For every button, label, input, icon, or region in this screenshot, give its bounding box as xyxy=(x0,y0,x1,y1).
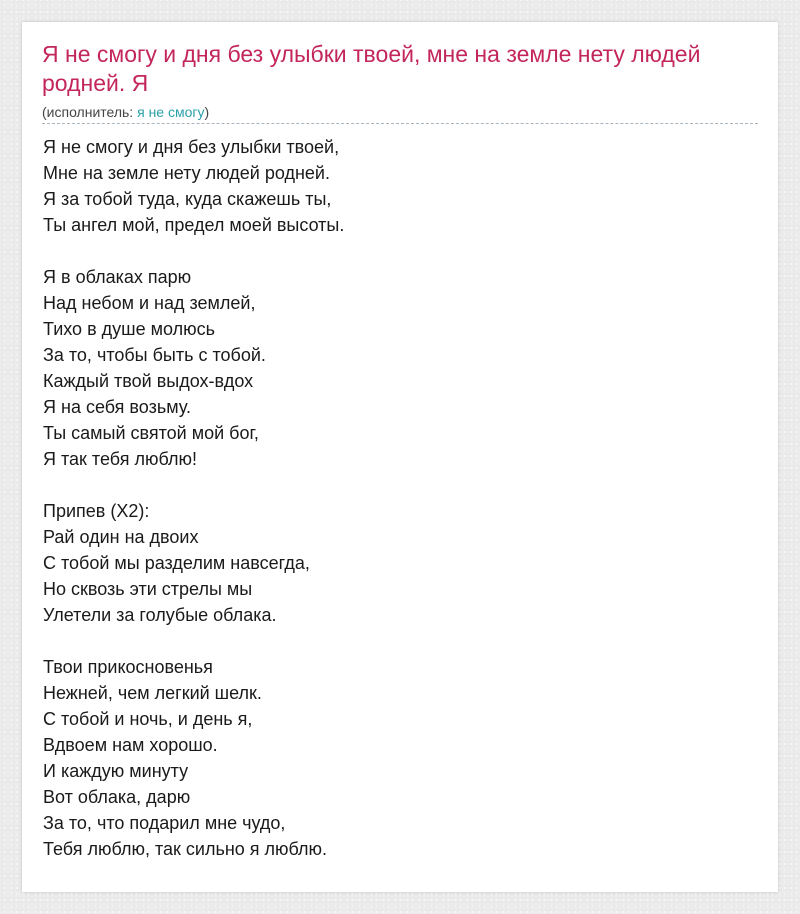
lyrics-blank-line xyxy=(43,472,743,498)
lyrics-line: Рай один на двоих xyxy=(43,527,199,547)
lyrics-line: Я за тобой туда, куда скажешь ты, xyxy=(43,189,332,209)
lyrics-line: Вдвоем нам хорошо. xyxy=(43,735,218,755)
lyrics-line: Улетели за голубые облака. xyxy=(43,605,277,625)
lyrics-line: И каждую минуту xyxy=(43,761,189,781)
lyrics-line: Твои прикосновенья xyxy=(43,657,213,677)
lyrics-line: Ты ангел мой, предел моей высоты. xyxy=(43,215,345,235)
lyrics-line: Над небом и над землей, xyxy=(43,293,256,313)
lyrics-line: Я не смогу и дня без улыбки твоей, xyxy=(43,137,340,157)
lyrics-line: Я в облаках парю xyxy=(43,267,192,287)
lyrics-line: Но сквозь эти стрелы мы xyxy=(43,579,253,599)
lyrics-line: Припев (X2): xyxy=(43,501,150,521)
lyrics-line: Каждый твой выдох-вдох xyxy=(43,371,254,391)
lyrics-line: Тебя люблю, так сильно я люблю. xyxy=(43,839,328,859)
lyrics-card xyxy=(22,22,778,892)
lyrics-line: Ты самый святой мой бог, xyxy=(43,423,259,443)
lyrics-line: Нежней, чем легкий шелк. xyxy=(43,683,262,703)
artist-suffix: ) xyxy=(204,104,210,120)
lyrics-line: Я так тебя люблю! xyxy=(43,449,197,469)
lyrics-line: С тобой мы разделим навсегда, xyxy=(43,553,310,573)
lyrics-blank-line xyxy=(43,628,743,654)
artist-prefix: (исполнитель: xyxy=(42,104,138,120)
dashed-divider xyxy=(42,123,758,124)
lyrics-line: Я на себя возьму. xyxy=(43,397,191,417)
artist-line xyxy=(42,104,209,120)
lyrics-line: С тобой и ночь, и день я, xyxy=(43,709,253,729)
lyrics-line: Мне на земле нету людей родней. xyxy=(43,163,330,183)
lyrics-line: Тихо в душе молюсь xyxy=(43,319,215,339)
lyrics-line: За то, что подарил мне чудо, xyxy=(43,813,286,833)
song-title: Я не смогу и дня без улыбки твоей, мне на земле нету людей родней. Я xyxy=(42,41,701,96)
lyrics-line: За то, чтобы быть с тобой. xyxy=(43,345,266,365)
lyrics-line: Вот облака, дарю xyxy=(43,787,191,807)
lyrics-blank-line xyxy=(43,238,743,264)
artist-link[interactable]: я не смогу xyxy=(137,104,205,120)
lyrics-text xyxy=(43,134,743,862)
